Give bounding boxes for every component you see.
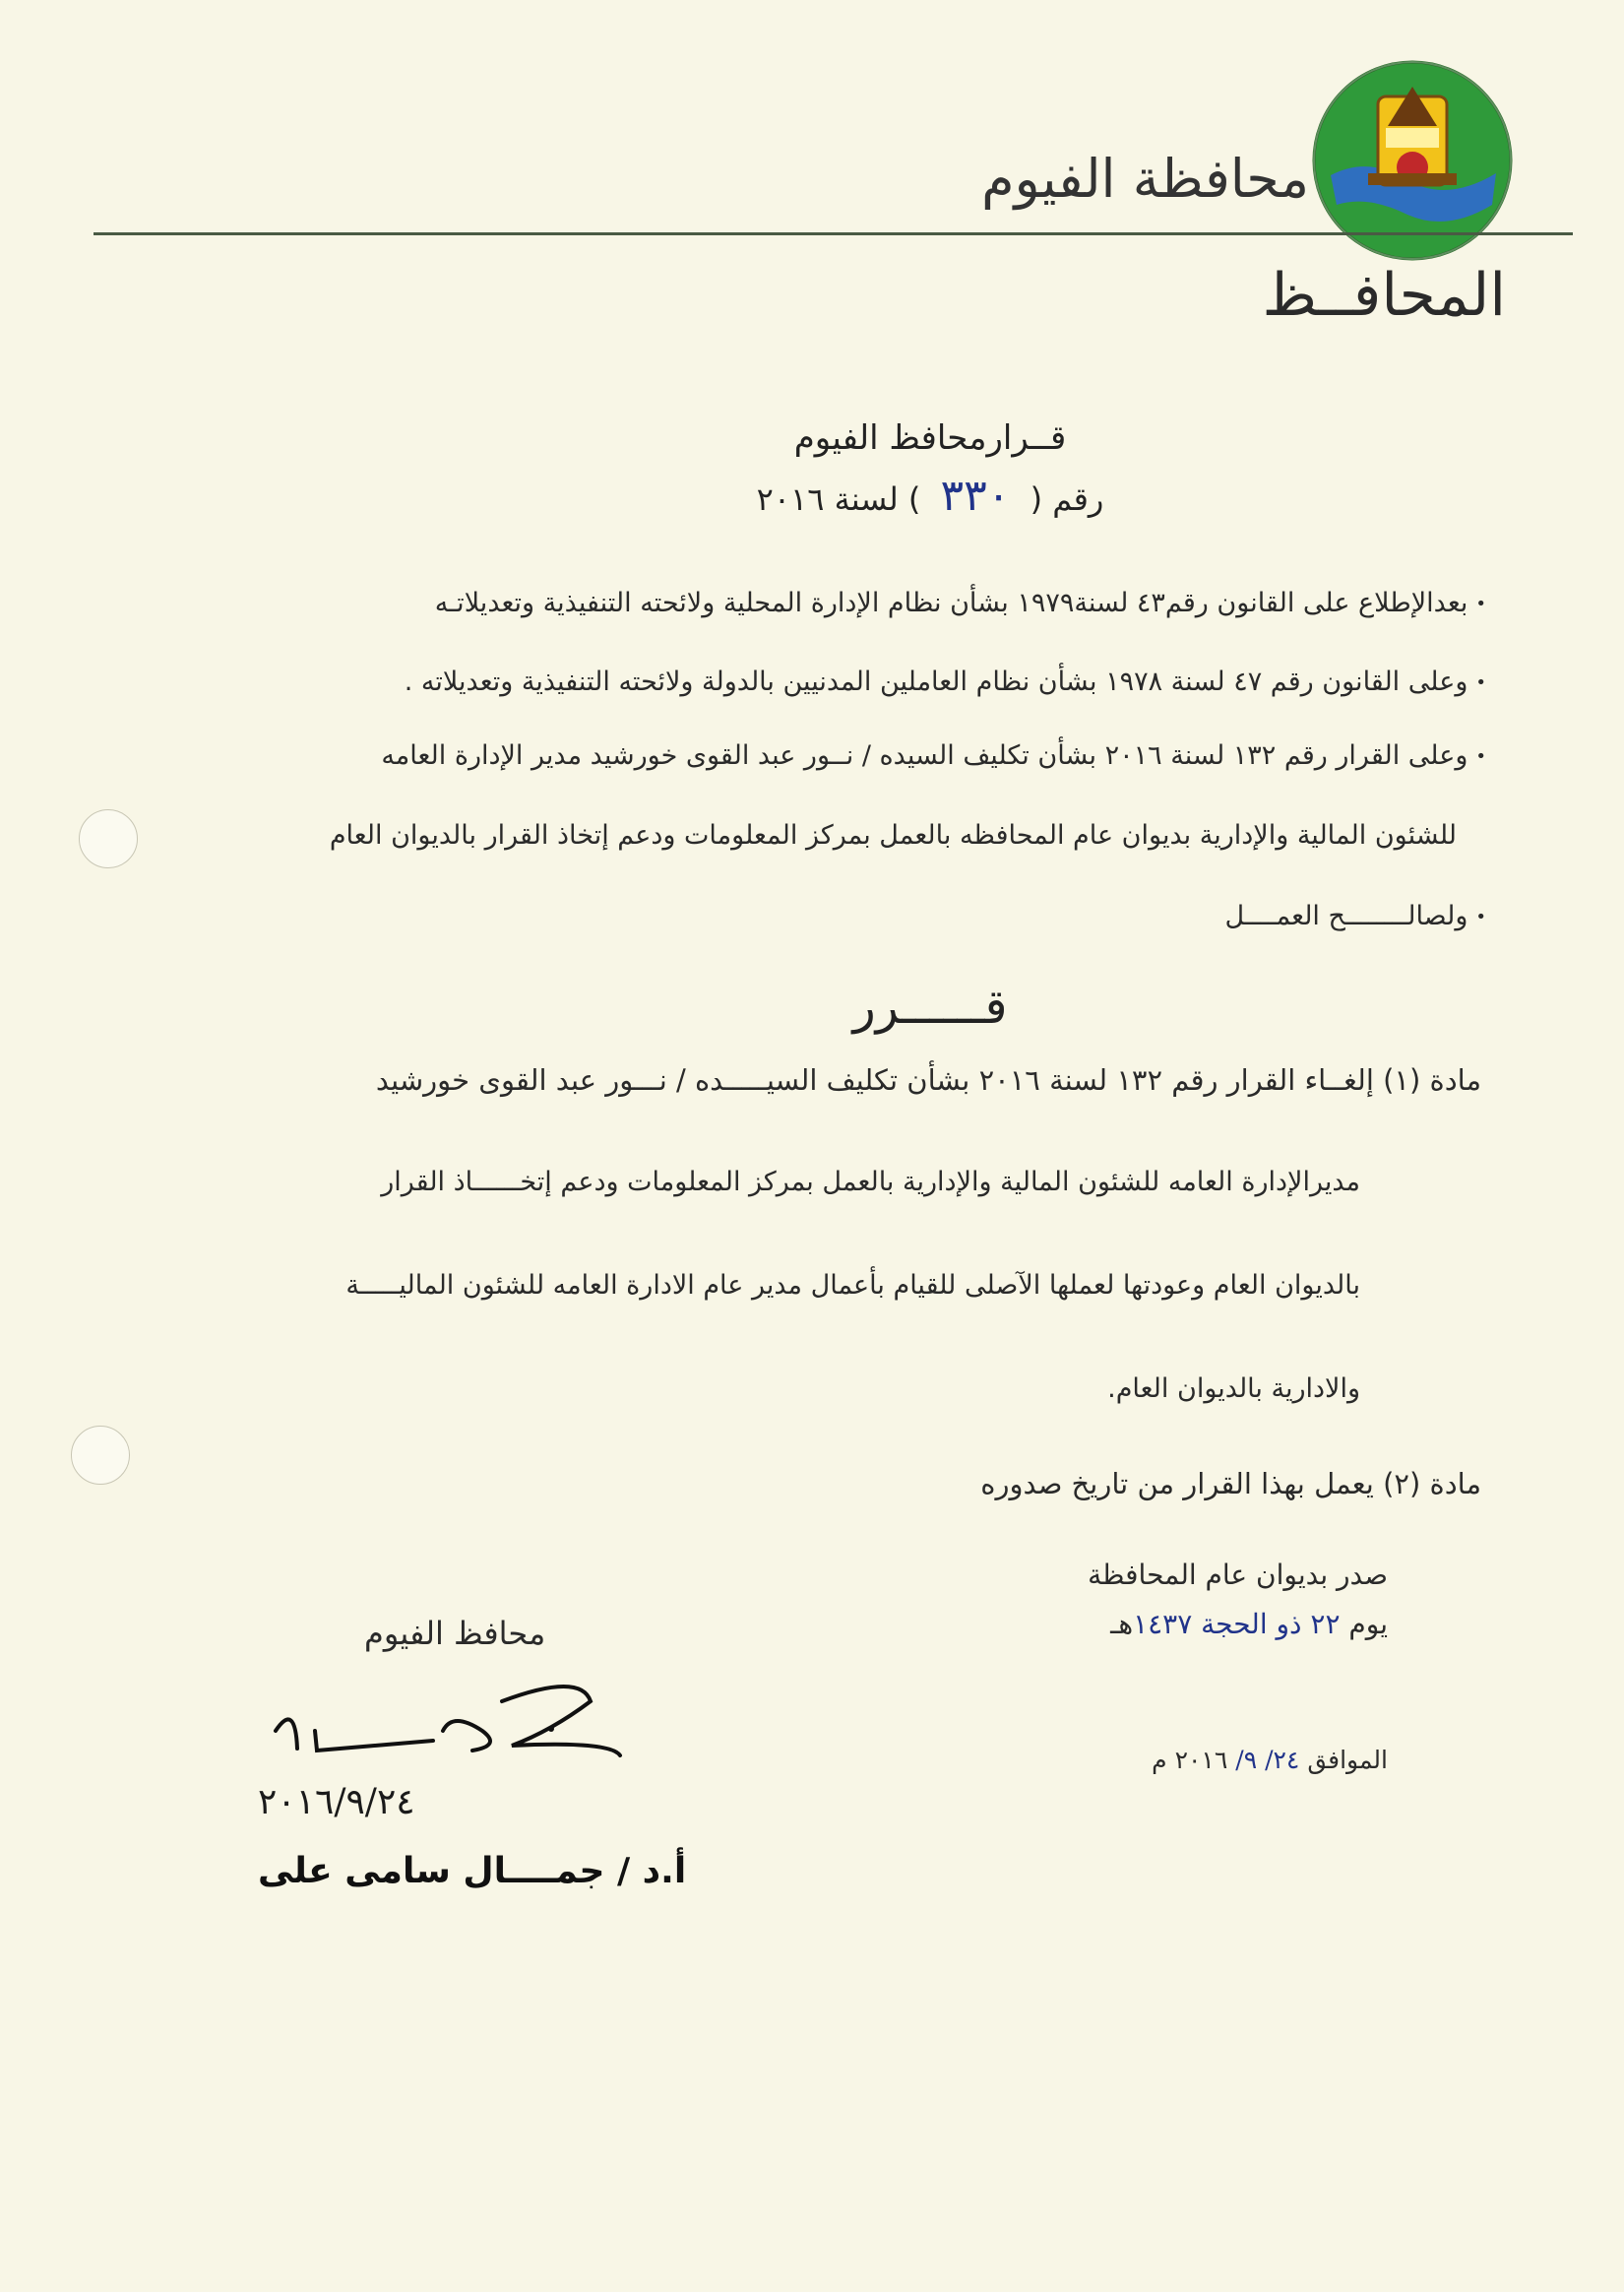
decided-heading: قــــــرر (852, 980, 1008, 1035)
gregorian-handwritten: ٢٤/ ٩/ (1235, 1746, 1300, 1774)
decree-title: قــرارمحافظ الفيوم (793, 418, 1067, 458)
article-1-line: مادة (١) إلغــاء القرار رقم ١٣٢ لسنة ٢٠١٦ بشأن تكليف السيـــــده / نـــور عبد القوى خورشيد (375, 1063, 1481, 1097)
preamble-line: •بعدالإطلاع على القانون رقم٤٣ لسنة١٩٧٩ بشأن نظام الإدارة المحلية ولائحته التنفيذية وتعديلاتـه (434, 588, 1486, 618)
article-1-line: بالديوان العام وعودتها لعملها الآصلى للقيام بأعمال مدير عام الادارة العامه للشئون الماليـــــة (345, 1270, 1360, 1301)
punch-hole (79, 809, 138, 868)
signature-date: ٢٠١٦/٩/٢٤ (258, 1782, 415, 1822)
issued-hijri-date: يوم ٢٢ ذو الحجة ١٤٣٧هـ (1110, 1608, 1388, 1640)
organization-name: محافظة الفيوم (981, 148, 1309, 210)
signatory-title: محافظ الفيوم (364, 1615, 546, 1652)
header-divider (94, 232, 1573, 235)
decree-number-handwritten: ٣٣٠ (940, 471, 1011, 521)
article-1-line: والادارية بالديوان العام. (1107, 1373, 1360, 1404)
preamble-line: •وعلى القرار رقم ١٣٢ لسنة ٢٠١٦ بشأن تكليف السيده / نــور عبد القوى خورشيد مدير الإدارة العامه (381, 740, 1486, 771)
preamble-line: •ولصالــــــــح العمــــل (1224, 901, 1486, 931)
bullet-icon: • (1475, 672, 1486, 693)
decree-number-suffix: ) لسنة ٢٠١٦ (756, 480, 921, 518)
decree-number-prefix: رقم ( (1030, 480, 1104, 518)
office-title: المحافــظ (1262, 261, 1506, 330)
decree-number-line (0, 471, 1624, 521)
article-1-line: مديرالإدارة العامه للشئون المالية والإدارية بالعمل بمركز المعلومات ودعم إتخــــــاذ القرار (381, 1167, 1360, 1197)
bullet-icon: • (1475, 907, 1486, 927)
punch-hole (71, 1426, 130, 1485)
issued-gregorian-date: الموافق ٢٤/ ٩/ ٢٠١٦ م (1152, 1746, 1388, 1774)
bullet-icon: • (1475, 746, 1486, 767)
article-2-line: مادة (٢) يعمل بهذا القرار من تاريخ صدوره (980, 1467, 1481, 1500)
issued-place: صدر بديوان عام المحافظة (1088, 1559, 1388, 1591)
signatory-name: أ.د / جمــــال سامى على (258, 1851, 687, 1891)
bullet-icon: • (1475, 594, 1486, 614)
hijri-handwritten: ٢٢ ذو الحجة ١٤٣٧ (1133, 1608, 1341, 1640)
preamble-line: •وعلى القانون رقم ٤٧ لسنة ١٩٧٨ بشأن نظام العاملين المدنيين بالدولة ولائحته التنفيذية وتعديلاته . (404, 667, 1486, 697)
signature-icon (256, 1672, 630, 1770)
preamble-line: للشئون المالية والإدارية بديوان عام المحافظه بالعمل بمركز المعلومات ودعم إتخاذ القرار بالديوان العام (329, 820, 1457, 851)
